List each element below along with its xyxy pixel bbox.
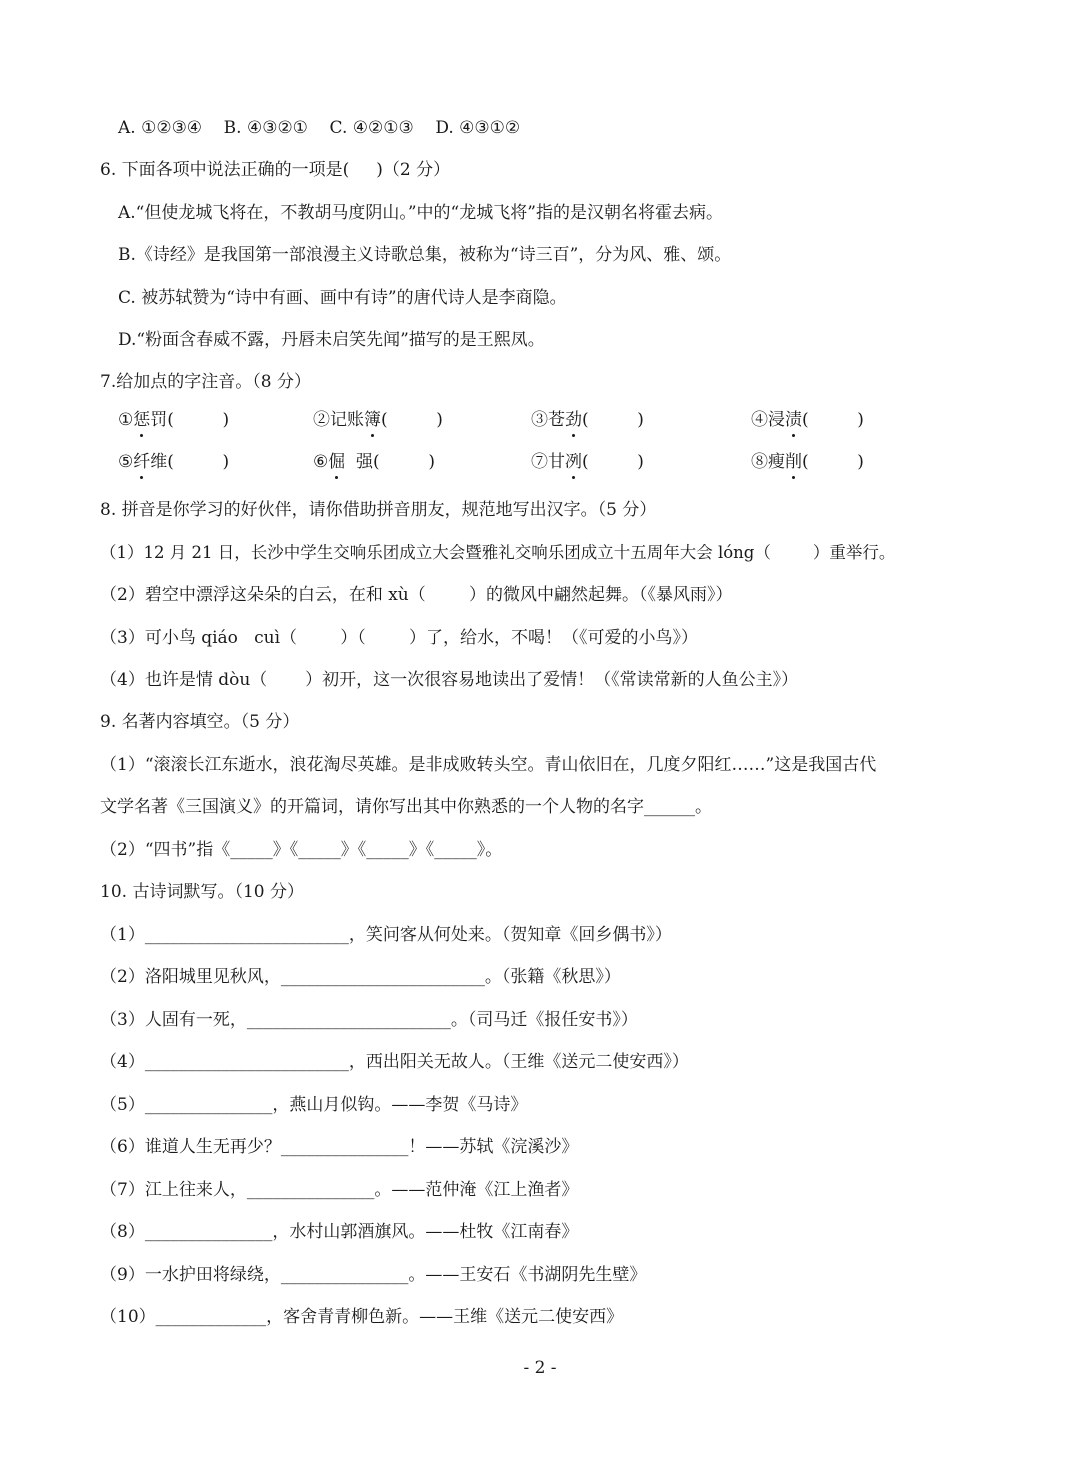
q10-item-6: （6）谁道人生无再少？_______________！——苏轼《浣溪沙》 (100, 1137, 579, 1157)
q10-item-10: （10）_____________，客舍青青柳色新。——王维《送元二使安西》 (100, 1307, 624, 1327)
q7-row-2 (118, 450, 864, 474)
emphasis-dot-char: 削 (785, 452, 802, 472)
emphasis-dot-char: 劲 (565, 410, 582, 430)
q7-row-1 (118, 408, 864, 432)
q8-item-1: （1）12 月 21 日，长沙中学生交响乐团成立大会暨雅礼交响乐团成立十五周年大会 lóng（ ）重举行。 (100, 543, 896, 562)
q6-stem: 6. 下面各项中说法正确的一项是( )（2 分） (100, 160, 451, 180)
q7-item-3: ③苍劲( ) (531, 410, 644, 430)
emphasis-dot-char: 惩 (133, 410, 151, 430)
q7-item-8: ⑧瘦削( ) (751, 452, 864, 472)
q10-stem: 10. 古诗词默写。（10 分） (100, 882, 304, 902)
q10-item-3: （3）人固有一死，________________________。（司马迁《报任安书》） (100, 1010, 638, 1030)
q6-option-b: B.《诗经》是我国第一部浪漫主义诗歌总集，被称为“诗三百”，分为风、雅、颂。 (118, 245, 732, 265)
q8-item-4: （4）也许是情 dòu（ ）初开，这一次很容易地读出了爱情！（《常读常新的人鱼公主》） (100, 670, 799, 690)
q9-item-1-line-2: 文学名著《三国演义》的开篇词，请你写出其中你熟悉的一个人物的名字______。 (100, 797, 712, 817)
q10-item-4: （4）________________________，西出阳关无故人。（王维《送元二使安西》） (100, 1052, 689, 1072)
q9-item-1-line-1: （1）“滚滚长江东逝水，浪花淘尽英雄。是非成败转头空。青山依旧在，几度夕阳红……”这是我国古代 (100, 755, 877, 775)
q7-item-7: ⑦甘冽( ) (531, 452, 644, 472)
page-number: - 2 - (523, 1358, 557, 1378)
q10-item-1: （1）________________________，笑问客从何处来。（贺知章《回乡偶书》） (100, 925, 672, 945)
q10-item-9: （9）一水护田将绿绕，_______________。——王安石《书湖阴先生壁》 (100, 1265, 647, 1285)
q10-item-7: （7）江上往来人，_______________。——范仲淹《江上渔者》 (100, 1180, 579, 1200)
q7-item-2: ②记账簿( ) (313, 410, 443, 430)
emphasis-dot-char: 冽 (565, 452, 582, 472)
q10-item-8: （8）_______________，水村山郭酒旗风。——杜牧《江南春》 (100, 1222, 579, 1242)
q9-stem: 9. 名著内容填空。（5 分） (100, 712, 300, 732)
q6-option-a: A.“但使龙城飞将在，不教胡马度阴山。”中的“龙城飞将”指的是汉朝名将霍去病。 (118, 203, 723, 223)
q6-option-c: C. 被苏轼赞为“诗中有画、画中有诗”的唐代诗人是李商隐。 (118, 288, 567, 308)
q10-item-5: （5）_______________，燕山月似钩。——李贺《马诗》 (100, 1095, 528, 1115)
emphasis-dot-char: 簿 (364, 410, 381, 430)
q9-item-2: （2）“四书”指《_____》《_____》《_____》《_____》。 (100, 840, 503, 860)
q8-stem: 8. 拼音是你学习的好伙伴，请你借助拼音朋友，规范地写出汉字。（5 分） (100, 500, 657, 520)
q7-item-5: ⑤纤维( ) (118, 452, 230, 472)
q5-options: A. ①②③④ B. ④③②① C. ④②①③ D. ④③①② (118, 118, 521, 138)
q7-item-1: ①惩罚( ) (118, 410, 230, 430)
q7-item-6: ⑥倔 强( ) (313, 452, 435, 472)
q8-item-2: （2）碧空中漂浮这朵朵的白云，在和 xù（ ）的微风中翩然起舞。（《暴风雨》） (100, 585, 733, 605)
q10-item-2: （2）洛阳城里见秋风，________________________。（张籍《秋思》） (100, 967, 621, 987)
emphasis-dot-char: 纤 (133, 452, 151, 472)
q6-option-d: D.“粉面含春威不露，丹唇未启笑先闻”描写的是王熙凤。 (118, 330, 545, 350)
emphasis-dot-char: 倔 (328, 452, 346, 472)
q8-item-3: （3）可小鸟 qiáo cuì（ ）（ ）了，给水，不喝！（《可爱的小鸟》） (100, 628, 698, 648)
emphasis-dot-char: 渍 (785, 410, 802, 430)
q7-stem: 7.给加点的字注音。（8 分） (100, 372, 311, 392)
q7-item-4: ④浸渍( ) (751, 410, 864, 430)
